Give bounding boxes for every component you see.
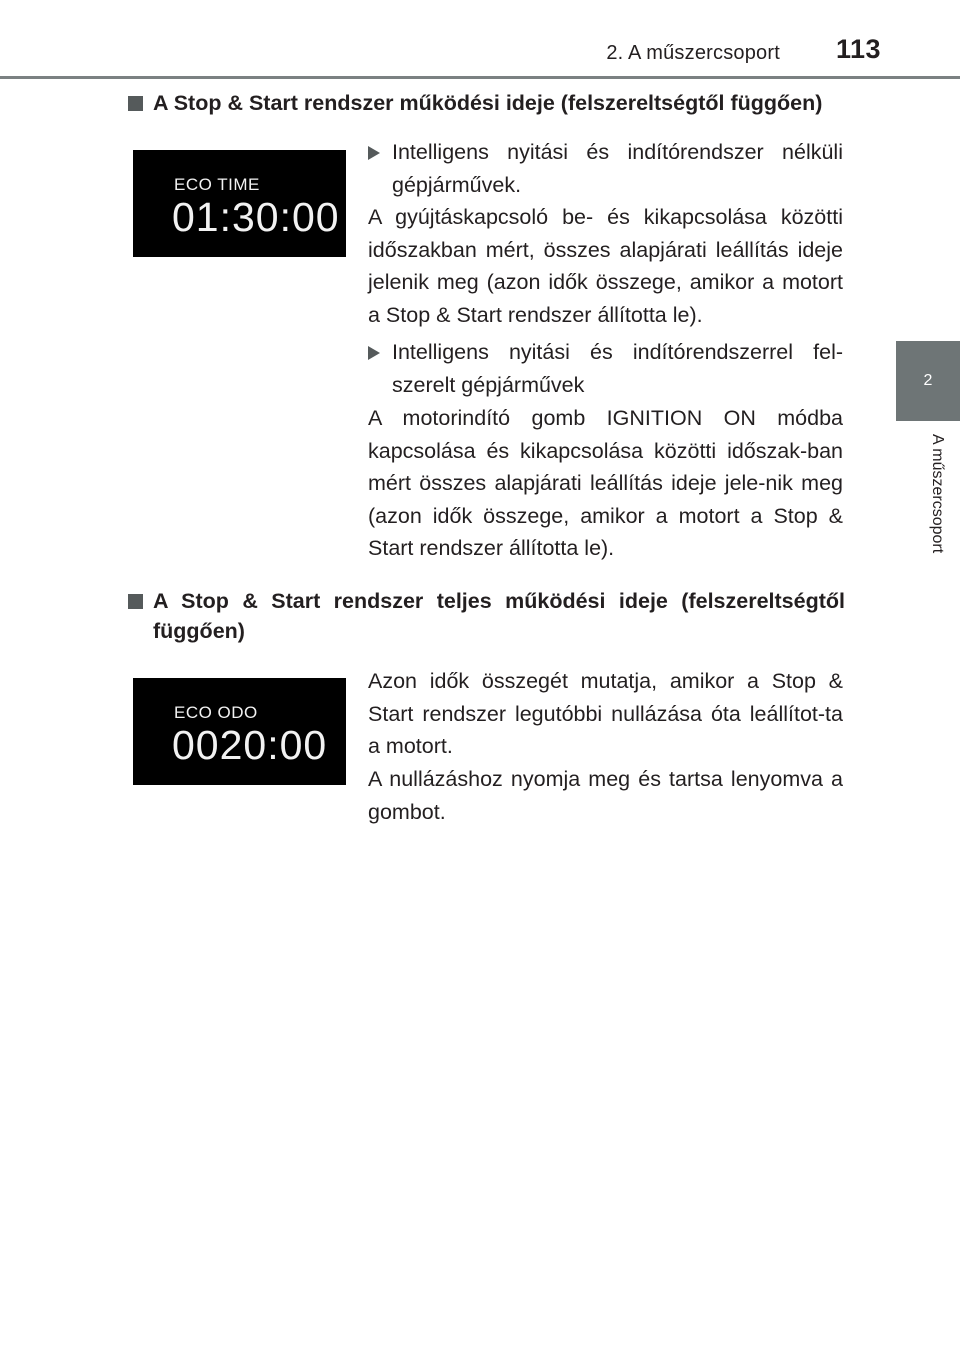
section-heading-text: A Stop & Start rendszer működési ideje (felszereltségtől függően): [153, 91, 823, 115]
eco-odo-display: [133, 678, 346, 785]
chapter-tab-number: 2: [923, 372, 933, 389]
section-heading-operation-time: [128, 88, 858, 118]
header-section-title: 2. A műszercsoport: [606, 42, 780, 64]
square-bullet-icon: [128, 96, 143, 111]
triangle-bullet-icon: [368, 346, 380, 360]
triangle-bullet-icon: [368, 146, 380, 160]
display-label: ECO ODO: [174, 703, 258, 722]
display-label: ECO TIME: [174, 175, 260, 194]
paragraph: A motorindító gomb IGNITION ON módba kapcsolása és kikapcsolása közötti időszak-ban mért összes alapjárati leállítás ideje jele-nik meg (azon idők összege, amikor a motort a Stop & Start rendszer állította le).: [368, 406, 843, 560]
bullet-text: Intelligens nyitási és indítórendszer nélküli gépjárművek.: [392, 140, 843, 197]
chapter-tab-label: A műszercsoport: [929, 434, 946, 554]
display-value: 01:30:00: [172, 194, 340, 240]
header-divider: [0, 76, 960, 79]
square-bullet-icon: [128, 594, 143, 609]
page-number: 113: [836, 34, 882, 64]
section-heading-total-operation-time: [128, 586, 845, 646]
chapter-tab: [896, 341, 960, 421]
section-heading-text: A Stop & Start rendszer teljes működési ideje (felszereltségtől függően): [153, 589, 845, 643]
bullet-item: [368, 136, 843, 201]
paragraph: Azon idők összegét mutatja, amikor a Stop & Start rendszer legutóbbi nullázása óta leállítot-ta a motort.: [368, 669, 843, 758]
paragraph: A nullázáshoz nyomja meg és tartsa lenyomva a gombot.: [368, 767, 843, 824]
display-value: 0020:00: [172, 722, 328, 768]
bullet-item: [368, 336, 843, 401]
paragraph: A gyújtáskapcsoló be- és kikapcsolása közötti időszakban mért, összes alapjárati leállítás ideje jelenik meg (azon idők összege, amikor a motort a Stop & Start rendszer állította le).: [368, 205, 843, 327]
eco-time-display: [133, 150, 346, 257]
bullet-text: Intelligens nyitási és indítórendszerrel fel-szerelt gépjárművek: [392, 340, 843, 397]
